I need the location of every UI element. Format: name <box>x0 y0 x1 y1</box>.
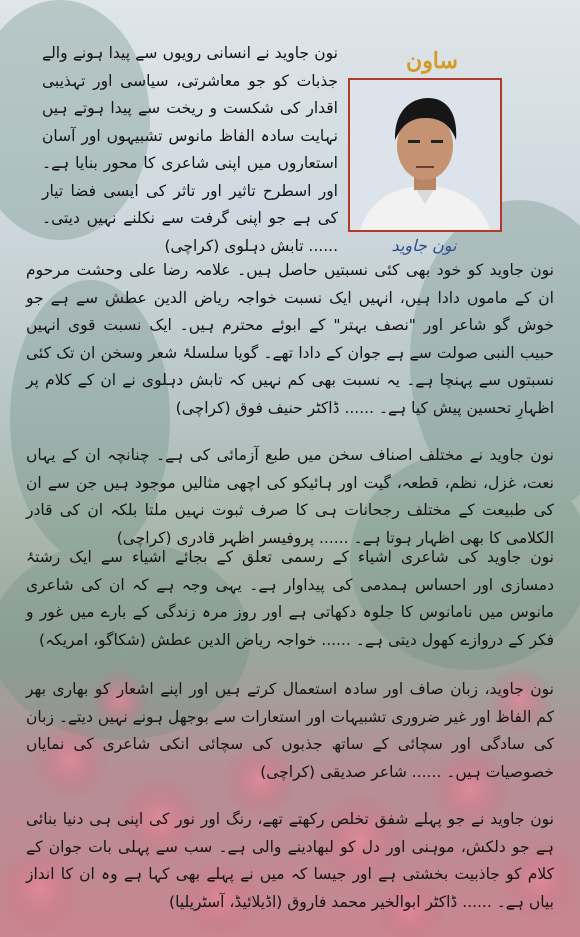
paragraph-2 <box>26 257 554 422</box>
paragraph-4-signature: ...... خواجہ ریاض الدین عطش (شکاگو، امریکہ) <box>39 630 351 649</box>
paragraph-1 <box>42 40 338 260</box>
paragraph-2-signature: ...... ڈاکٹر حنیف فوق (کراچی) <box>175 398 375 417</box>
paragraph-6-text: نون جاوید نے جو پہلے شفق تخلص رکھتے تھے، رنگ اور نور کی اپنی ہی دنیا بنائی ہے جو دلکش، موہنی اور دل کو لبھادینے والی ہے۔ سب سے پہلی بات جوان کے کلام کو جاذبیت بخشتی ہے اور جیسا کہ میں نے پہلے بھی کہا ہے وہ ان کا انداز بیاں ہے۔ <box>26 810 554 911</box>
paragraph-4 <box>26 544 554 654</box>
paragraph-5 <box>26 676 554 786</box>
paragraph-5-signature: ...... شاعر صدیقی (کراچی) <box>260 762 442 781</box>
paragraph-2-text: نون جاوید کو خود بھی کئی نسبتیں حاصل ہیں۔ علامہ رضا علی وحشت مرحوم ان کے ماموں دادا ہیں، انہیں ایک نسبت خواجہ ریاض الدین عطش سے ہے جو خوش گو شاعر اور "نصف بہتر" کے ابوئے محترم ہیں۔ ایک نسبت قوی انہیں حبیب النبی صولت سے ہے جوان کے دادا تھے۔ گویا سلسلۂ شعر وسخن ان تک کئی نسبتوں سے پہنچا ہے۔ یہ نسبت بھی کم نہیں کہ تابش دہلوی نے ان کے کلام پر اظہارِ تحسین پیش کیا ہے۔ <box>26 261 554 417</box>
paragraph-5-text: نون جاوید، زبان صاف اور سادہ استعمال کرتے ہیں اور اپنے اشعار کو بھاری بھر کم الفاظ اور غیر ضروری تشبیہات اور استعارات سے بوجھل ہونے نہیں دیتے۔ زبان کی سادگی اور سچائی کے ساتھ جذبوں کی سچائی انکی شاعری کی نمایاں خصوصیات ہیں۔ <box>26 680 554 781</box>
paragraph-3-signature: ...... پروفیسر اظہر قادری (کراچی) <box>116 528 349 547</box>
paragraph-6 <box>26 806 554 916</box>
paragraph-6-signature: ...... ڈاکٹر ابوالخیر محمد فاروق (اڈیلائیڈ، آسٹریلیا) <box>169 892 492 911</box>
author-signature-caption: نون جاوید <box>391 236 457 255</box>
book-logo: ساون <box>406 48 458 74</box>
paragraph-3-text: نون جاوید نے مختلف اصناف سخن میں طبع آزمائی کی ہے۔ چنانچہ ان کے یہاں نعت، غزل، نظم، قطعہ، گیت اور ہائیکو کی اچھی مثالیں موجود ہیں جن سے ان کی طبیعت کے مختلف رجحانات ہی کا صرف ثبوت نہیں ملتا بلکہ ان کی قادر الکلامی کا بھی اظہار ہوتا ہے۔ <box>26 446 554 547</box>
paragraph-3 <box>26 442 554 552</box>
paragraph-1-signature: ...... تابش دہلوی (کراچی) <box>164 236 338 255</box>
portrait-image <box>350 80 500 230</box>
author-photo <box>348 78 502 232</box>
paragraph-1-text: نون جاوید نے انسانی رویوں سے پیدا ہونے والے جذبات کو جو معاشرتی، سیاسی اور تہذیبی اقدار کی شکست و ریخت سے پیدا ہوتے ہیں نہایت سادہ الفاظ مانوس تشبیہوں اور آسان استعاروں میں اپنی شاعری کا محور بنایا ہے۔ اور اسطرح تاثیر اور تاثر کی ایسی فضا تیار کی ہے جو اپنی گرفت سے نکلنے نہیں دیتی۔ <box>42 44 338 227</box>
paragraph-4-text: نون جاوید کی شاعری اشیاء کے رسمی تعلق کے بجائے اشیاء سے ایک رشتۂ دمسازی اور احساس ہمدمی کی پیداوار ہے۔ یہی وجہ ہے کہ ان کی شاعری مانوس میں نامانوس کا جلوہ دکھاتی ہے اور روز مرہ زندگی کے بارے میں غور و فکر کے دروازے کھول دیتی ہے۔ <box>26 548 554 649</box>
